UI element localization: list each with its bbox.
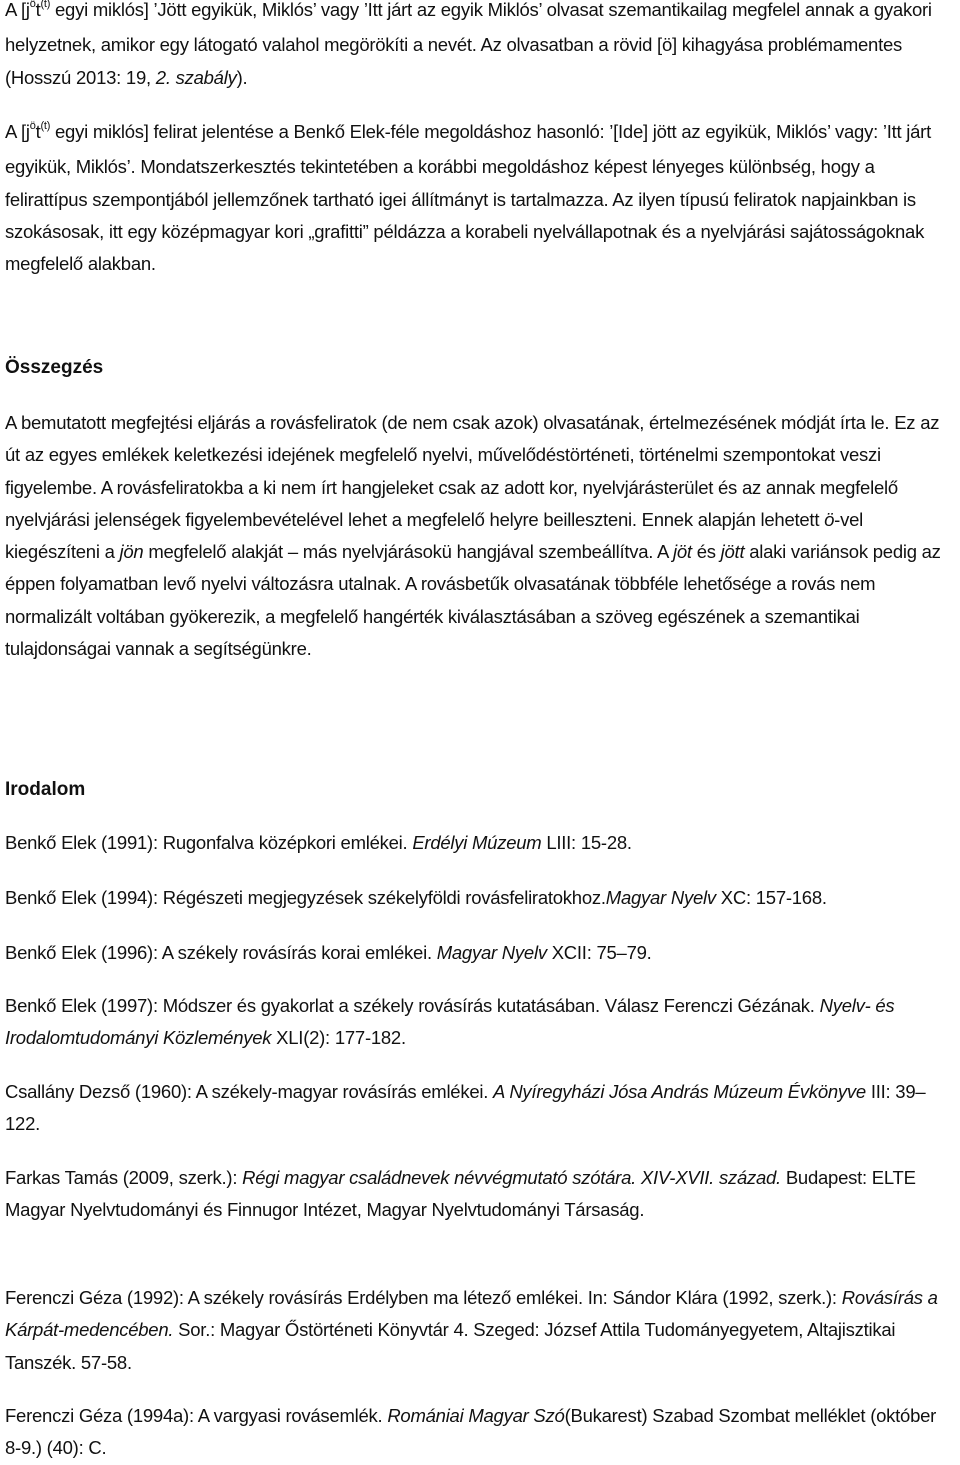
text: XCII: 75–79. [546,942,652,963]
reference-item [5,937,955,969]
text: Benkő Elek (1991): Rugonfalva középkori emlékei. [5,832,413,853]
text: XC: 157-168. [715,887,827,908]
reference-item [5,827,955,859]
italic-text: jön [119,541,144,563]
intro-paragraph-1 [5,0,955,94]
text: Ferenczi Géza (1992): A székely rovásírás Erdélyben ma létező emlékei. In: Sándor Klára (1992, szerk.): [5,1287,842,1308]
text: III: 39–122. [5,1081,926,1135]
text: ). [236,66,248,88]
text: LIII: 15-28. [541,832,632,853]
text: és [691,541,721,563]
italic-text: A Nyíregyházi Jósa András Múzeum Évkönyve [493,1081,866,1102]
italic-text: Erdélyi Múzeum [412,832,542,853]
italic-text: Régi magyar családnevek névvégmutató szótára. XIV-XVII. század. [242,1167,781,1188]
reference-item [5,990,955,1055]
text: Benkő Elek (1997): Módszer és gyakorlat a székely rovásírás kutatásában. Válasz Ferenczi Gézának. [5,995,820,1016]
italic-text: 2. szabály [155,66,237,88]
superscript: ö [29,0,36,10]
italic-text: ö [824,508,835,530]
italic-text: Nyelv- és Irodalomtudományi Közlemények [5,995,895,1049]
italic-text: Magyar Nyelv [436,942,547,963]
italic-text: Magyar Nyelv [605,887,716,908]
text: Budapest: ELTE Magyar Nyelvtudományi és Finnugor Intézet, Magyar Nyelvtudományi Társaság. [5,1167,916,1221]
italic-text: Romániai Magyar Szó [387,1405,565,1426]
reference-item [5,1162,955,1227]
text: alaki variánsok pedig az éppen folyamatban levő nyelvi változásra utalnak. A rovásbetűk olvasatának többféle lehetősége a rovás nem normalizált voltában gyökerezik, a megfelelő hangérték kiválasztásában a szöveg egészének a szemantikai tulajdonságai vannak a segítségünkre. [5,541,941,660]
text: A [j [5,121,30,142]
text: -vel kiegészíteni a [5,508,863,563]
text: megfelelő alakját – más nyelvjárásokü hangjával szembeállítva. A [143,541,674,563]
reference-item [5,1400,955,1465]
references-heading: Irodalom [5,779,86,800]
text: (Bukarest) Szabad Szombat melléklet (október 8-9.) (40): C. [5,1405,937,1459]
reference-item [5,1076,955,1141]
italic-text: Rovásírás a Kárpát-medencében. [5,1287,938,1341]
text: Csallány Dezső (1960): A székely-magyar rovásírás emlékei. [5,1081,494,1102]
text: Farkas Tamás (2009, szerk.): [5,1167,243,1188]
text: Benkő Elek (1996): A székely rovásírás korai emlékei. [5,942,437,963]
italic-text: jöt [673,541,692,563]
text: Sor.: Magyar Őstörténeti Könyvtár 4. Szeged: József Attila Tudományegyetem, Altajisztikai Tanszék. 57-58. [5,1319,896,1373]
text: t [35,0,41,20]
text: t [35,121,41,142]
summary-heading: Összegzés [5,357,104,378]
text: egyi miklós] ’Jött egyikük, Miklós’ vagy ’Itt járt az egyik Miklós’ olvasat szemantikailag megfelel annak a gyakori helyzetnek, amikor egy látogató valahol megörökíti a nevét. Az olvasatban a rövid [ö] kihagyása problémamentes (Hosszú 2013: 19, [5,0,932,88]
italic-text: jött [720,541,745,563]
intro-paragraph-2 [5,116,955,280]
superscript: (t) [40,0,51,10]
summary-paragraph [5,407,955,665]
text: Ferenczi Géza (1994a): A vargyasi rovásemlék. [5,1405,388,1426]
text: A bemutatott megfejtési eljárás a rovásfeliratok (de nem csak azok) olvasatának, értelmezésének módját írta le. Ez az út az egyes emlékek keletkezési idejének megfelelő nyelvi, művelődéstörténeti, történelmi szempontokat veszi figyelembe. A rovásfeliratokba a ki nem írt hangjeleket csak az adott kor, nyelvjárásterület és az annak megfelelő nyelvjárási jelenségek figyelembevételével lehet a megfelelő helyre beilleszteni. Ennek alapján lehetett [5,412,940,530]
text: A [j [5,0,30,20]
text: Benkő Elek (1994): Régészeti megjegyzések székelyföldi rovásfeliratokhoz. [5,887,606,908]
superscript: (t) [40,120,51,132]
text: XLI(2): 177-182. [271,1027,406,1049]
reference-item [5,882,955,914]
superscript: ö [29,120,36,132]
reference-item [5,1282,955,1379]
text: egyi miklós] felirat jelentése a Benkő Elek-féle megoldáshoz hasonló: ’[Ide] jött az egyikük, Miklós’ vagy: ’Itt járt egyikük, Miklós’. Mondatszerkesztés tekintetében a korábbi megoldáshoz képest lényeges különbség, hogy a felirattípus szempontjából jellemzőnek tartható igei állítmányt is tartalmazza. Az ilyen típusú feliratok napjainkban is szokásosak, itt egy középmagyar kori „grafitti” példázza a korabeli nyelvállapotnak és a nyelvjárási sajátosságoknak megfelelő alakban. [5,121,931,275]
